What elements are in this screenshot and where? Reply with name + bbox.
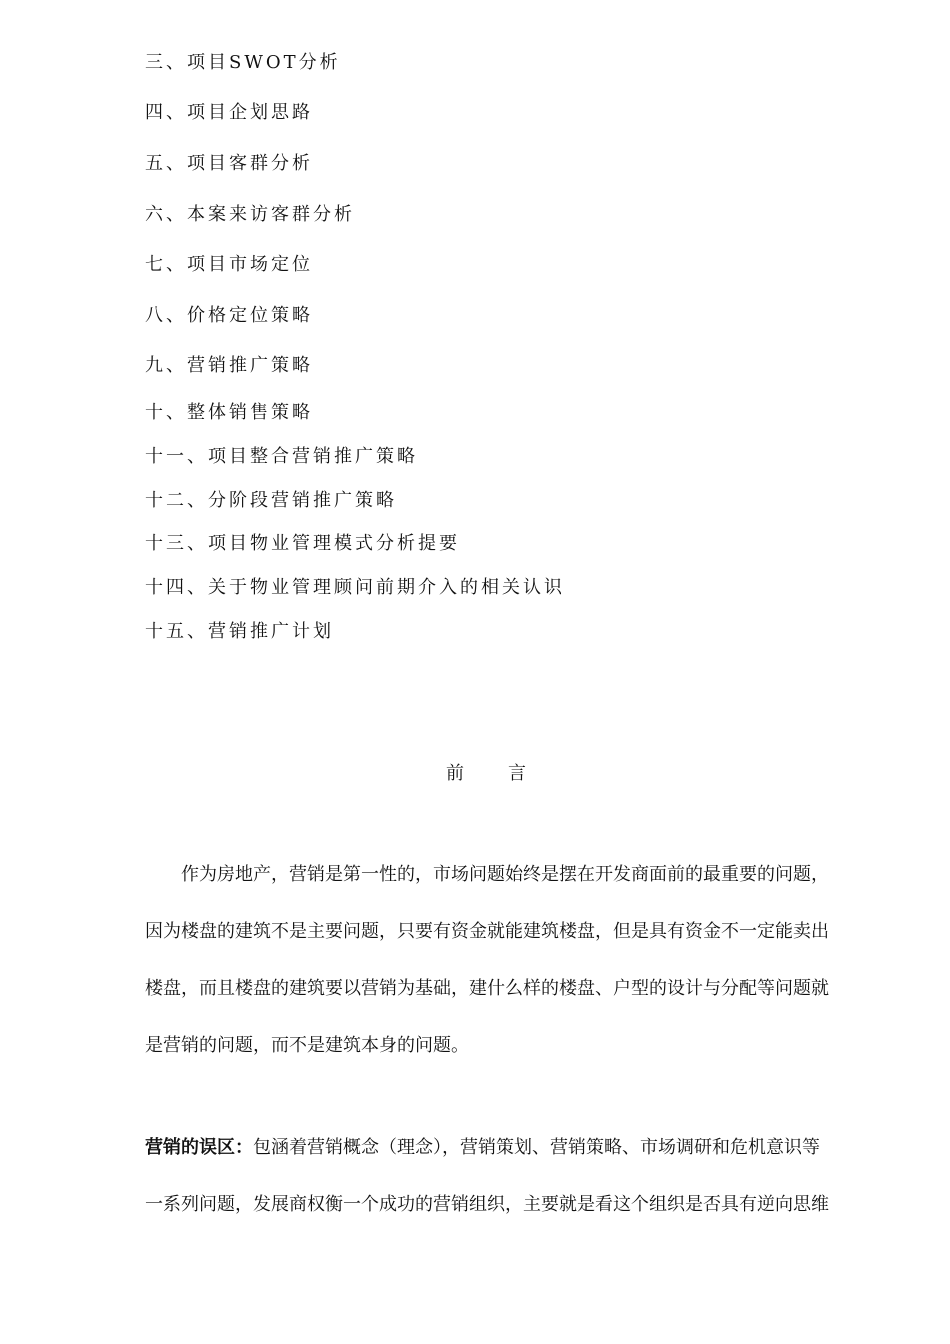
paragraph-line bbox=[145, 1136, 820, 1160]
toc-item: 十五、营销推广计划 bbox=[145, 621, 334, 642]
toc-item: 十二、分阶段营销推广策略 bbox=[145, 490, 397, 511]
toc-item: 九、营销推广策略 bbox=[145, 355, 313, 376]
paragraph-line: 一系列问题，发展商权衡一个成功的营销组织，主要就是看这个组织是否具有逆向思维 bbox=[145, 1194, 829, 1215]
toc-item: 五、项目客群分析 bbox=[145, 153, 313, 174]
section-title: 前言 bbox=[446, 763, 570, 784]
bold-lead-term: 营销的误区： bbox=[145, 1137, 253, 1158]
toc-item: 十、整体销售策略 bbox=[145, 402, 313, 423]
paragraph-line: 作为房地产，营销是第一性的，市场问题始终是摆在开发商面前的最重要的问题， bbox=[145, 864, 829, 885]
toc-item: 十一、项目整合营销推广策略 bbox=[145, 446, 418, 467]
paragraph-line: 楼盘，而且楼盘的建筑要以营销为基础，建什么样的楼盘、户型的设计与分配等问题就 bbox=[145, 978, 829, 999]
paragraph-text: 包涵着营销概念（理念），营销策划、营销策略、市场调研和危机意识等 bbox=[253, 1137, 820, 1158]
toc-item: 十三、项目物业管理模式分析提要 bbox=[145, 533, 460, 554]
paragraph-line: 是营销的问题，而不是建筑本身的问题。 bbox=[145, 1035, 469, 1056]
toc-item: 四、项目企划思路 bbox=[145, 102, 313, 123]
paragraph-line: 因为楼盘的建筑不是主要问题，只要有资金就能建筑楼盘，但是具有资金不一定能卖出 bbox=[145, 921, 829, 942]
toc-item: 八、价格定位策略 bbox=[145, 305, 313, 326]
toc-item: 三、项目SWOT分析 bbox=[145, 52, 341, 73]
toc-item: 十四、关于物业管理顾问前期介入的相关认识 bbox=[145, 577, 565, 598]
toc-item: 七、项目市场定位 bbox=[145, 254, 313, 275]
toc-item: 六、本案来访客群分析 bbox=[145, 204, 355, 225]
